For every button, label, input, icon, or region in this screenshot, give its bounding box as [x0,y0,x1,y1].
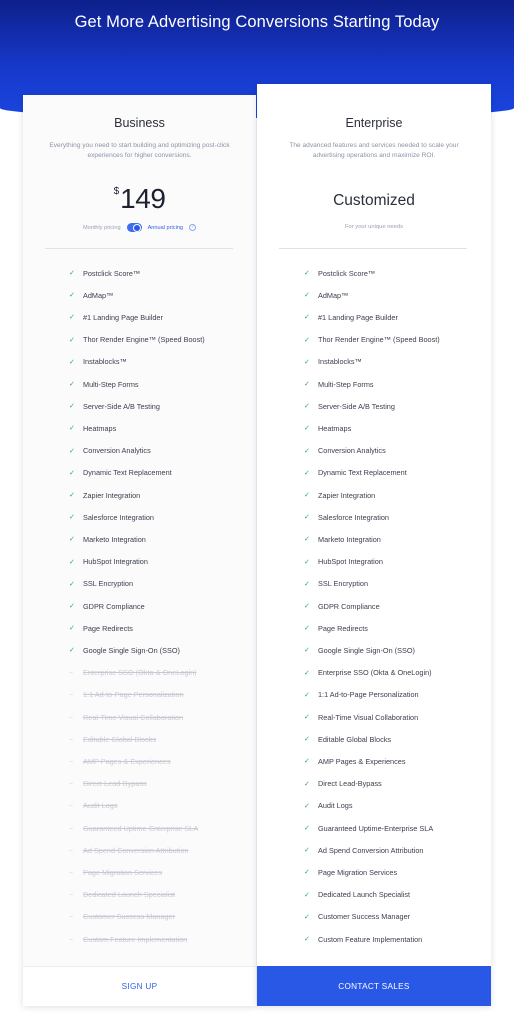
check-icon: ✓ [304,580,310,588]
check-icon: ✓ [69,425,75,433]
check-icon: ✓ [304,891,310,899]
enterprise-plan-card [257,84,491,1006]
price-note: For your unique needs [344,224,403,230]
currency-symbol: $ [113,186,120,197]
check-icon: ✓ [304,647,310,655]
check-icon: ✓ [69,292,75,300]
check-icon: ✓ [69,603,75,610]
question-circle-icon[interactable]: ? [189,224,196,231]
feature-item [69,556,148,568]
feature-item [304,622,368,634]
check-icon: ✓ [69,580,75,588]
feature-label: Heatmaps [83,423,117,433]
check-icon: ✓ [304,403,310,411]
feature-label: Audit Logs [318,801,353,811]
feature-item [304,911,410,923]
feature-item [304,578,368,590]
feature-label: GDPR Compliance [83,601,145,611]
dash-icon: – [69,780,73,788]
feature-item [69,267,140,279]
feature-label: Real-Time Visual Collaboration [83,712,184,722]
feature-item [304,800,352,812]
dash-icon: – [69,713,73,721]
feature-item [304,422,351,434]
feature-item [69,356,127,368]
check-icon: ✓ [304,314,310,322]
check-icon: ✓ [69,625,75,633]
feature-item [69,911,175,923]
feature-label: AdMap™ [318,290,349,300]
check-icon: ✓ [304,913,310,921]
check-icon: ✓ [304,736,310,744]
feature-label: Zapier Integration [318,490,376,500]
check-icon: ✓ [304,691,310,699]
feature-item [69,311,163,323]
check-icon: ✓ [304,558,310,566]
feature-label: Google Single Sign-On (SSO) [318,645,415,655]
feature-item [69,445,151,457]
feature-label: Dedicated Launch Specialist [318,890,411,900]
feature-item [304,889,410,901]
feature-item [304,334,440,346]
feature-label: Marketo Integration [83,534,146,544]
feature-label: Instablocks™ [318,357,362,367]
plan-price: Customized [333,192,415,209]
billing-toggle[interactable] [127,223,142,232]
plan-price [23,183,256,215]
business-plan-card [23,95,256,1006]
check-icon: ✓ [304,603,310,610]
divider [279,248,467,249]
feature-label: Custom Feature Implementation [83,934,188,944]
feature-label: 1:1 Ad-to-Page Personalization [83,690,184,700]
check-icon: ✓ [304,714,310,721]
feature-item [304,489,375,501]
feature-label: Real-Time Visual Collaboration [318,712,419,722]
feature-label: Enterprise SSO (Okta & OneLogin) [318,668,432,678]
feature-item [304,445,386,457]
feature-label: Custom Feature Implementation [318,934,423,944]
feature-item [69,667,197,679]
feature-label: Thor Render Engine™ (Speed Boost) [83,335,205,345]
feature-item [304,356,362,368]
feature-label: Customer Success Manager [83,912,176,922]
feature-item [69,800,117,812]
price-amount: 149 [120,183,166,214]
check-icon: ✓ [304,869,310,877]
check-icon: ✓ [69,314,75,322]
feature-label: SSL Encryption [318,579,369,589]
feature-item [69,711,183,723]
feature-label: Marketo Integration [318,534,381,544]
feature-label: Ad Spend Conversion Attribution [318,845,424,855]
check-icon: ✓ [69,358,75,366]
check-icon: ✓ [304,536,310,544]
check-icon: ✓ [69,403,75,411]
feature-item [304,467,407,479]
check-icon: ✓ [69,270,75,277]
check-icon: ✓ [304,780,310,788]
feature-item [69,822,198,834]
feature-item [304,933,422,945]
check-icon: ✓ [304,847,310,855]
dash-icon: – [69,868,73,876]
check-icon: ✓ [304,802,310,810]
feature-label: Dedicated Launch Specialist [83,890,176,900]
feature-label: #1 Landing Page Builder [318,312,398,322]
check-icon: ✓ [304,514,310,522]
feature-item [304,600,380,612]
feature-label: Guaranteed Uptime-Enterprise SLA [83,823,199,833]
monthly-pricing-label[interactable]: Monthly pricing [82,224,121,231]
check-icon: ✓ [304,425,310,433]
feature-item [304,511,389,523]
feature-item [304,400,395,412]
feature-label: Thor Render Engine™ (Speed Boost) [318,335,440,345]
feature-item [304,533,381,545]
feature-item [304,733,391,745]
dash-icon: – [69,735,73,743]
feature-item [69,400,160,412]
feature-label: Conversion Analytics [318,446,386,456]
feature-label: Heatmaps [318,423,352,433]
feature-label: Enterprise SSO (Okta & OneLogin) [83,668,197,678]
feature-label: Multi-Step Forms [318,379,374,389]
feature-item [69,467,172,479]
feature-item [304,711,418,723]
check-icon: ✓ [304,292,310,300]
check-icon: ✓ [304,336,310,344]
feature-label: Salesforce Integration [83,512,154,522]
feature-label: Page Redirects [83,623,133,633]
feature-item [69,533,146,545]
feature-item [69,422,116,434]
feature-label: Direct Lead-Bypass [318,779,382,789]
feature-item [69,289,113,301]
feature-label: Page Migration Services [318,867,398,877]
feature-item [304,778,382,790]
dash-icon: – [69,757,73,765]
feature-label: Page Redirects [318,623,368,633]
feature-item [69,511,154,523]
feature-label: Postclick Score™ [83,268,141,278]
feature-item [69,866,162,878]
feature-label: Customer Success Manager [318,912,411,922]
feature-item [69,600,145,612]
dash-icon: – [69,824,73,832]
check-icon: ✓ [69,469,75,477]
feature-label: Zapier Integration [83,490,141,500]
feature-label: Postclick Score™ [318,268,376,278]
sign-up-button[interactable]: SIGN UP [23,966,256,1006]
toggle-knob [133,224,141,232]
feature-item [304,866,397,878]
feature-label: HubSpot Integration [83,557,148,567]
check-icon: ✓ [69,514,75,522]
check-icon: ✓ [304,492,310,499]
feature-item [304,556,383,568]
feature-label: AdMap™ [83,290,114,300]
feature-item [69,755,170,767]
divider [45,248,233,249]
check-icon: ✓ [304,936,310,943]
plan-name: Business [114,116,165,130]
feature-label: Dynamic Text Replacement [83,468,172,478]
check-icon: ✓ [69,336,75,344]
check-icon: ✓ [69,558,75,566]
feature-item [304,378,374,390]
dash-icon: – [69,846,73,854]
feature-label: HubSpot Integration [318,557,383,567]
feature-label: Google Single Sign-On (SSO) [83,645,180,655]
billing-toggle-row [23,223,256,232]
feature-item [304,667,432,679]
dash-icon: – [69,669,73,677]
check-icon: ✓ [69,492,75,499]
feature-label: Editable Global Blocks [83,734,157,744]
page-title: Get More Advertising Conversions Starting Today [74,13,440,31]
dash-icon: – [69,802,73,810]
dash-icon: – [69,913,73,921]
feature-label: #1 Landing Page Builder [83,312,163,322]
contact-sales-button[interactable]: CONTACT SALES [257,966,491,1006]
feature-label: Guaranteed Uptime-Enterprise SLA [318,823,434,833]
feature-item [304,644,415,656]
feature-label: Salesforce Integration [318,512,389,522]
check-icon: ✓ [69,647,75,655]
feature-label: AMP Pages & Experiences [83,756,171,766]
feature-label: Server-Side A/B Testing [83,401,160,411]
feature-label: Editable Global Blocks [318,734,392,744]
feature-label: Conversion Analytics [83,446,151,456]
check-icon: ✓ [304,469,310,477]
feature-label: Audit Logs [83,801,118,811]
feature-item [69,334,205,346]
dash-icon: – [69,935,73,943]
check-icon: ✓ [304,669,310,677]
feature-label: 1:1 Ad-to-Page Personalization [318,690,419,700]
check-icon: ✓ [69,447,75,455]
feature-item [304,755,405,767]
check-icon: ✓ [304,625,310,633]
annual-pricing-label[interactable]: Annual pricing [147,224,184,231]
feature-label: Instablocks™ [83,357,127,367]
check-icon: ✓ [304,270,310,277]
check-icon: ✓ [304,358,310,366]
feature-label: Server-Side A/B Testing [318,401,395,411]
feature-label: Multi-Step Forms [83,379,139,389]
feature-label: Dynamic Text Replacement [318,468,407,478]
feature-item [69,644,180,656]
feature-label: Direct Lead-Bypass [83,779,147,789]
feature-item [69,933,187,945]
feature-item [69,733,156,745]
feature-label: Ad Spend Conversion Attribution [83,845,189,855]
feature-item [69,622,133,634]
feature-item [304,822,433,834]
feature-item [69,889,175,901]
check-icon: ✓ [304,381,310,388]
dash-icon: – [69,891,73,899]
feature-item [304,267,375,279]
feature-item [304,689,419,701]
feature-item [304,844,423,856]
feature-label: SSL Encryption [83,579,134,589]
feature-label: GDPR Compliance [318,601,380,611]
feature-item [304,289,348,301]
check-icon: ✓ [69,381,75,388]
dash-icon: – [69,691,73,699]
feature-item [69,844,188,856]
check-icon: ✓ [69,536,75,544]
feature-item [69,778,147,790]
plan-description: The advanced features and services needed to scale your advertising operations and maximize ROI. [289,142,459,159]
feature-item [69,378,139,390]
check-icon: ✓ [304,825,310,832]
check-icon: ✓ [304,447,310,455]
feature-item [304,311,398,323]
plan-name: Enterprise [345,116,403,130]
feature-label: Page Migration Services [83,867,163,877]
plan-description: Everything you need to start building and optimizing post-click experiences for higher conversions. [49,142,230,159]
feature-item [69,578,133,590]
feature-label: AMP Pages & Experiences [318,756,406,766]
feature-item [69,489,140,501]
check-icon: ✓ [304,758,310,766]
feature-item [69,689,184,701]
